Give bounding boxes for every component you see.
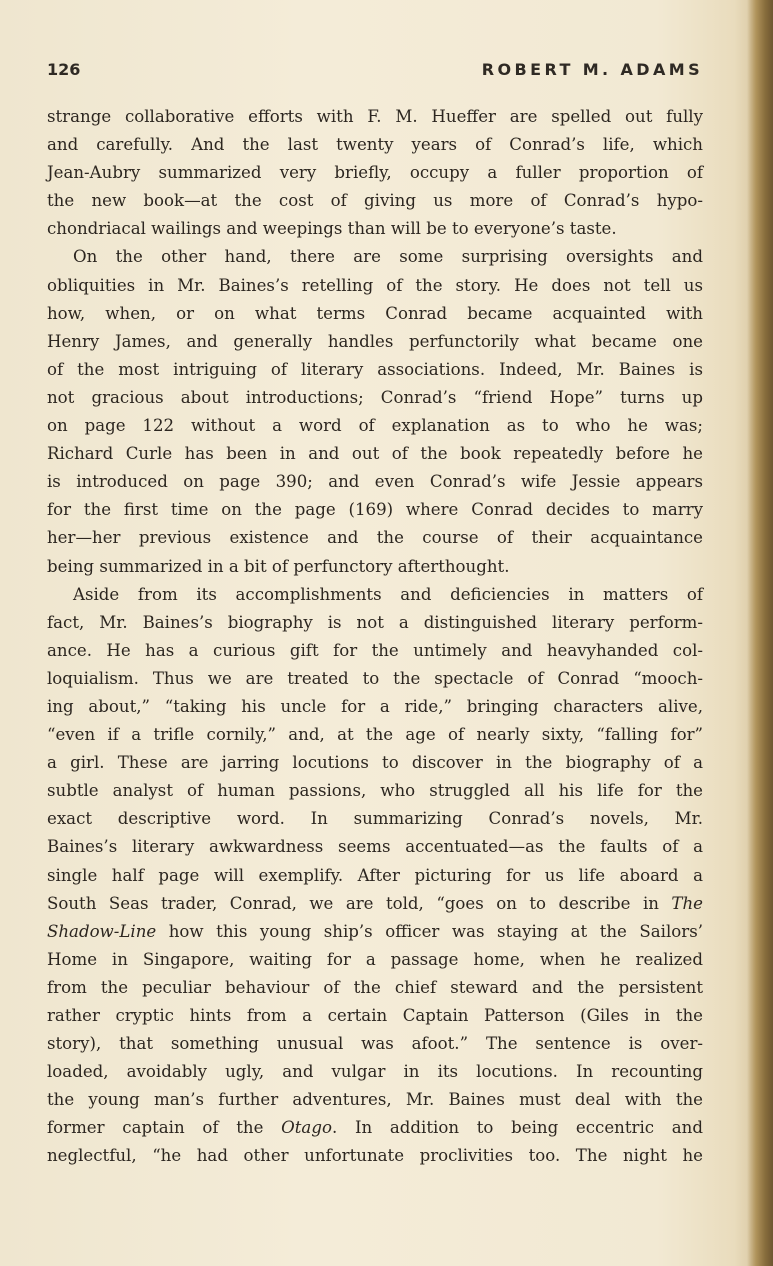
book-title-italic: The [671, 893, 703, 913]
text-line: not gracious about introductions; Conrad’s “friend Hope” turns up [47, 387, 703, 407]
text-line: neglectful, “he had other unfortunate proclivities too. The night he [47, 1146, 703, 1166]
text-line: Henry James, and generally handles perfunctorily what became one [47, 331, 703, 351]
text-line: Aside from its accomplishments and deficiencies in matters of [73, 584, 703, 604]
text-line: subtle analyst of human passions, who struggled all his life for the [47, 781, 703, 801]
text-line: on page 122 without a word of explanation as to who he was; [47, 416, 703, 436]
text-line: a girl. These are jarring locutions to discover in the biography of a [47, 753, 703, 773]
text-line: the young man’s further adventures, Mr. Baines must deal with the [47, 1090, 703, 1110]
text-line: exact descriptive word. In summarizing Conrad’s novels, Mr. [47, 809, 703, 829]
text-line: Richard Curle has been in and out of the book repeatedly before he [47, 444, 703, 464]
page-number: 126 [47, 60, 81, 79]
text-line: ing about,” “taking his uncle for a ride,” bringing characters alive, [47, 696, 703, 716]
running-head-author: ROBERT M. ADAMS [481, 60, 703, 79]
text-line: Jean-Aubry summarized very briefly, occupy a fuller proportion of [47, 163, 703, 183]
text-line: rather cryptic hints from a certain Captain Patterson (Giles in the [47, 1006, 703, 1025]
text-line: On the other hand, there are some surprising oversights and [73, 247, 703, 267]
text-line: fact, Mr. Baines’s biography is not a distinguished literary perform- [47, 612, 703, 632]
text-line: Shadow-Line how this young ship’s officer was staying at the Sailors’ [47, 921, 703, 941]
text-line: obliquities in Mr. Baines’s retelling of the story. He does not tell us [47, 275, 703, 295]
text-line: is introduced on page 390; and even Conrad’s wife Jessie appears [47, 472, 703, 492]
text-line: for the first time on the page (169) where Conrad decides to marry [47, 500, 703, 520]
text-line: being summarized in a bit of perfunctory afterthought. [47, 556, 510, 576]
text-line: loquialism. Thus we are treated to the spectacle of Conrad “mooch- [47, 668, 703, 688]
text-line: story), that something unusual was afoot.” The sentence is over- [47, 1034, 703, 1054]
text-line: the new book—at the cost of giving us more of Conrad’s hypo- [47, 191, 703, 211]
paragraph-3 [47, 581, 703, 1171]
paragraph-2 [47, 243, 703, 580]
text-line: “even if a trifle cornily,” and, at the age of nearly sixty, “falling for” [47, 725, 703, 745]
text-line: strange collaborative efforts with F. M. Hueffer are spelled out fully [47, 107, 703, 126]
text-line: South Seas trader, Conrad, we are told, “goes on to describe in The [47, 893, 703, 913]
text-line: Home in Singapore, waiting for a passage home, when he realized [47, 949, 703, 969]
text-line: of the most intriguing of literary associations. Indeed, Mr. Baines is [47, 359, 703, 379]
text-line: from the peculiar behaviour of the chief steward and the persistent [47, 977, 703, 997]
book-spine-shadow [747, 0, 773, 1266]
text-line: chondriacal wailings and weepings than will be to everyone’s taste. [47, 219, 617, 239]
text-line: former captain of the Otago. In addition to being eccentric and [47, 1118, 703, 1138]
book-title-italic: Shadow-Line [47, 921, 157, 941]
book-title-italic: Otago [281, 1118, 332, 1138]
page-header [47, 60, 703, 84]
text-line: and carefully. And the last twenty years of Conrad’s life, which [47, 135, 703, 155]
text-line: her—her previous existence and the course of their acquaintance [47, 528, 703, 548]
body-text [47, 103, 703, 1171]
text-line: how, when, or on what terms Conrad became acquainted with [47, 303, 703, 323]
text-line: loaded, avoidably ugly, and vulgar in its locutions. In recounting [47, 1062, 703, 1082]
text-line: ance. He has a curious gift for the untimely and heavyhanded col- [47, 640, 703, 660]
text-line: Baines’s literary awkwardness seems accentuated—as the faults of a [47, 837, 703, 857]
paragraph-1 [47, 103, 703, 243]
text-line: single half page will exemplify. After picturing for us life aboard a [47, 865, 703, 885]
